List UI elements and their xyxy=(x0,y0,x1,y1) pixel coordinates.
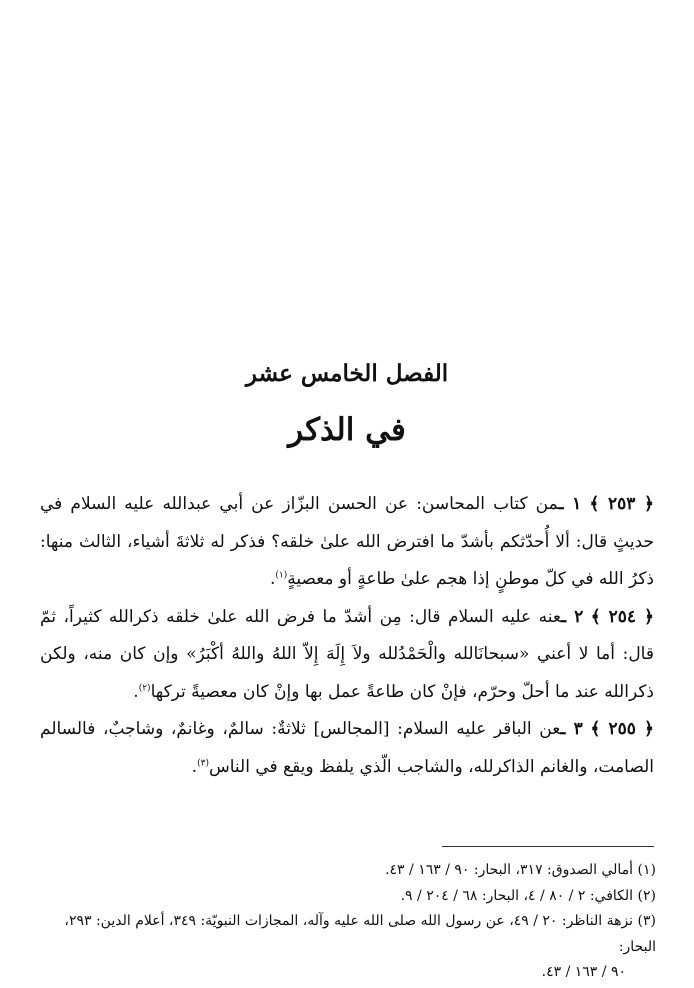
hadith-number: ﴿ ٢٥٥ ﴾ xyxy=(590,719,654,739)
hadith-text: عنه عليه السلام قال: مِن أشدّ ما فرض الله علىٰ خلقه ذكرالله كثيراً، ثمّ قال: أما لا أعني «سبحانَالله والْحَمْدُلله ولاَ إِلَهَ إِلاّ اللهُ واللهُ أكْبَرُ» وإن كان منه، ولكن ذكرالله عند ما أحلّ وحرّم، فإنْ كان طاعةً عمل بها وإنْ كان معصيةً تركها xyxy=(40,606,654,702)
footnote-3-continuation xyxy=(38,960,656,986)
footnote-marker: (٢) xyxy=(637,887,656,904)
footnote-marker: (٣) xyxy=(637,913,656,929)
hadith-255: ﴿ ٢٥٥ ﴾ ٣ ـعن الباقر عليه السلام: [المجالس] ثلاثةٌ: سالمٌ، وغانمٌ، وشاجبٌ، فالسالم الصامت، والغانم الذاكرلله، والشاجب الّذي يلفظ ويقع في الناس$^{(٣)}$. xyxy=(40,719,654,777)
hadith-text: من كتاب المحاسن: عن الحسن البزّاز عن أبي عبدالله عليه السلام في حديثٍ قال: ألا أُحدّثكم بأشدّ ما افترض الله علىٰ خلقه؟ فذكر له ثلاثةَ أشياء، الثالث منها: ذكرُ الله في كلّ موطنٍ إذا هجم علىٰ طاعةٍ أو معصيةٍ xyxy=(40,494,654,589)
hadith-index: ١ ـ xyxy=(558,494,582,514)
footnote-text: الكافي: ٢ / ٨٠ / ٤، البحار: ٦٨ / ٢٠٤ / ٩. xyxy=(400,887,634,904)
hadith-index: ٣ ـ xyxy=(560,719,583,739)
hadith-text: عن الباقر عليه السلام: [المجالس] ثلاثةٌ: سالمٌ، وغانمٌ، وشاجبٌ، فالسالم الصامت، والغانم الذاكرلله، والشاجب الّذي يلفظ ويقع في الناس xyxy=(40,719,654,777)
hadith-253: ﴿ ٢٥٣ ﴾ ١ ـمن كتاب المحاسن: عن الحسن البزّاز عن أبي عبدالله عليه السلام في حديثٍ قال: ألا أُحدّثكم بأشدّ ما افترض الله علىٰ خلقه؟ فذكر له ثلاثةَ أشياء، الثالث منها: ذكرُ الله في كلّ موطنٍ إذا هجم علىٰ طاعةٍ أو معصيةٍ$^{(١)}$. xyxy=(40,494,654,589)
footnote-text: أمالي الصدوق: ٣١٧، البحار: ٩٠ / ١٦٣ / ٤٣. xyxy=(385,862,634,878)
footnote-text: ٩٠ / ١٦٣ / ٤٣. xyxy=(541,964,626,980)
footnote-2 xyxy=(38,884,656,910)
footnote-3 xyxy=(38,909,656,960)
footnote-ref: (٣) xyxy=(197,757,209,768)
hadith-index: ٢ ـ xyxy=(561,606,584,627)
footnote-1 xyxy=(38,858,656,884)
footnote-divider xyxy=(442,846,654,847)
hadith-number: ﴿ ٢٥٤ ﴾ xyxy=(590,606,654,627)
footnote-ref: (٢) xyxy=(138,682,151,693)
footnotes xyxy=(38,858,656,986)
footnote-ref: (١) xyxy=(275,570,288,581)
hadith-254: ﴿ ٢٥٤ ﴾ ٢ ـعنه عليه السلام قال: مِن أشدّ ما فرض الله علىٰ خلقه ذكرالله كثيراً، ثمّ قال: أما لا أعني «سبحانَالله والْحَمْدُلله ولاَ إِلَهَ إِلاّ اللهُ واللهُ أكْبَرُ» وإن كان منه، ولكن ذكرالله عند ما أحلّ وحرّم، فإنْ كان طاعةً عمل بها وإنْ كان معصيةً تركها$^{(٢)}$. xyxy=(40,606,654,702)
hadith-list xyxy=(40,486,654,786)
hadith-number: ﴿ ٢٥٣ ﴾ xyxy=(589,494,654,514)
chapter-subtitle: في الذكر xyxy=(288,412,406,448)
footnote-text: نزهة الناظر: ٢٠ / ٤٩، عن رسول الله صلى الله عليه وآله، المجازات النبويّة: ٣٤٩، أعلام الدين: ٢٩٣، البحار: xyxy=(64,913,656,955)
footnote-marker: (١) xyxy=(637,862,656,878)
chapter-title: الفصل الخامس عشر xyxy=(245,360,449,387)
